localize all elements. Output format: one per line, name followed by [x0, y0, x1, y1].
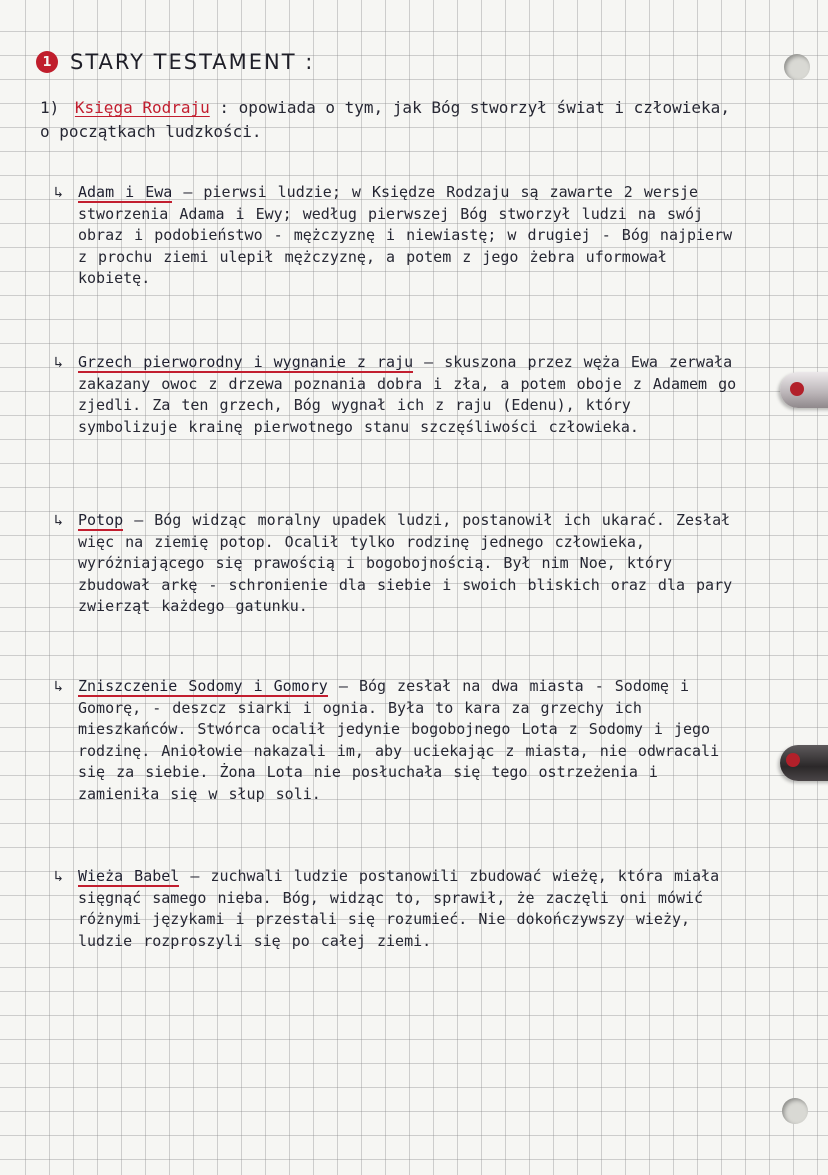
title-number-badge: 1 — [36, 51, 58, 73]
heading-dash: – — [190, 867, 211, 885]
arrow-icon: ↳ — [54, 183, 64, 201]
section-heading: Wieża Babel — [78, 867, 180, 885]
section-wieza-babel — [54, 866, 738, 952]
section-grzech-pierworodny — [54, 352, 738, 438]
punch-hole-top — [784, 54, 810, 80]
section-potop — [54, 510, 738, 618]
binder-ring-upper — [780, 372, 828, 408]
section-adam-i-ewa — [54, 182, 738, 290]
heading-dash: – — [183, 183, 204, 201]
title-text: STARY TESTAMENT : — [70, 50, 315, 74]
section-text: skuszona przez węża Ewa zerwała zakazany owoc z drzewa poznania dobra i zła, a potem oboje z Adamem go zjedli. Za ten grzech, Bóg wygnał ich z raju (Edenu), który symbolizuje krainę pierwotnego stanu szczęśliwości człowieka. — [78, 353, 737, 436]
punch-hole-bottom — [782, 1098, 808, 1124]
heading-dash: – — [424, 353, 445, 371]
heading-dash: – — [338, 677, 359, 695]
book-number: 1) — [40, 98, 60, 117]
book-description: : opowiada o tym, jak Bóg stworzył świat i człowieka, o początkach ludzkości. — [40, 98, 730, 141]
section-text: Bóg widząc moralny upadek ludzi, postanowił ich ukarać. Zesłał więc na ziemię potop. Ocalił tylko rodzinę jednego człowieka, wyróżniającego się prawością i bogobojnością. Był nim Noe, który zbudował arkę - schronienie dla siebie i swoich bliskich oraz dla pary zwierząt każdego gatunku. — [78, 511, 733, 615]
section-text: zuchwali ludzie postanowili zbudować wieżę, która miała sięgnąć samego nieba. Bóg, widząc to, sprawił, że zaczęli oni mówić różnymi językami i przestali się rozumieć. Nie dokończywszy wieży, ludzie rozproszyli się po całej ziemi. — [78, 867, 720, 950]
section-heading: Zniszczenie Sodomy i Gomory — [78, 677, 328, 695]
book-intro — [40, 96, 740, 144]
section-sodoma-i-gomora — [54, 676, 738, 805]
section-heading: Potop — [78, 511, 124, 529]
page-title — [36, 50, 314, 74]
arrow-icon: ↳ — [54, 867, 64, 885]
arrow-icon: ↳ — [54, 677, 64, 695]
arrow-icon: ↳ — [54, 353, 64, 371]
book-name: Księga Rodraju — [74, 98, 210, 117]
section-heading: Adam i Ewa — [78, 183, 173, 201]
section-text: Bóg zesłał na dwa miasta - Sodomę i Gomorę, - deszcz siarki i ognia. Była to kara za grzechy ich mieszkańców. Stwórca ocalił jedynie bogobojnego Lota z Sodomy i jego rodzinę. Aniołowie nakazali im, aby uciekając z miasta, nie odwracali się za siebie. Żona Lota nie posłuchała się tego ostrzeżenia i zamieniła się w słup soli. — [78, 677, 720, 803]
section-heading: Grzech pierworodny i wygnanie z raju — [78, 353, 414, 371]
heading-dash: – — [134, 511, 155, 529]
arrow-icon: ↳ — [54, 511, 64, 529]
section-text: pierwsi ludzie; w Księdze Rodzaju są zawarte 2 wersje stworzenia Adama i Ewy; według pierwszej Bóg stworzył ludzi na swój obraz i podobieństwo - mężczyznę i niewiastę; w drugiej - Bóg najpierw z prochu ziemi ulepił mężczyznę, a potem z jego żebra uformował kobietę. — [78, 183, 733, 287]
binder-ring-lower — [780, 745, 828, 781]
